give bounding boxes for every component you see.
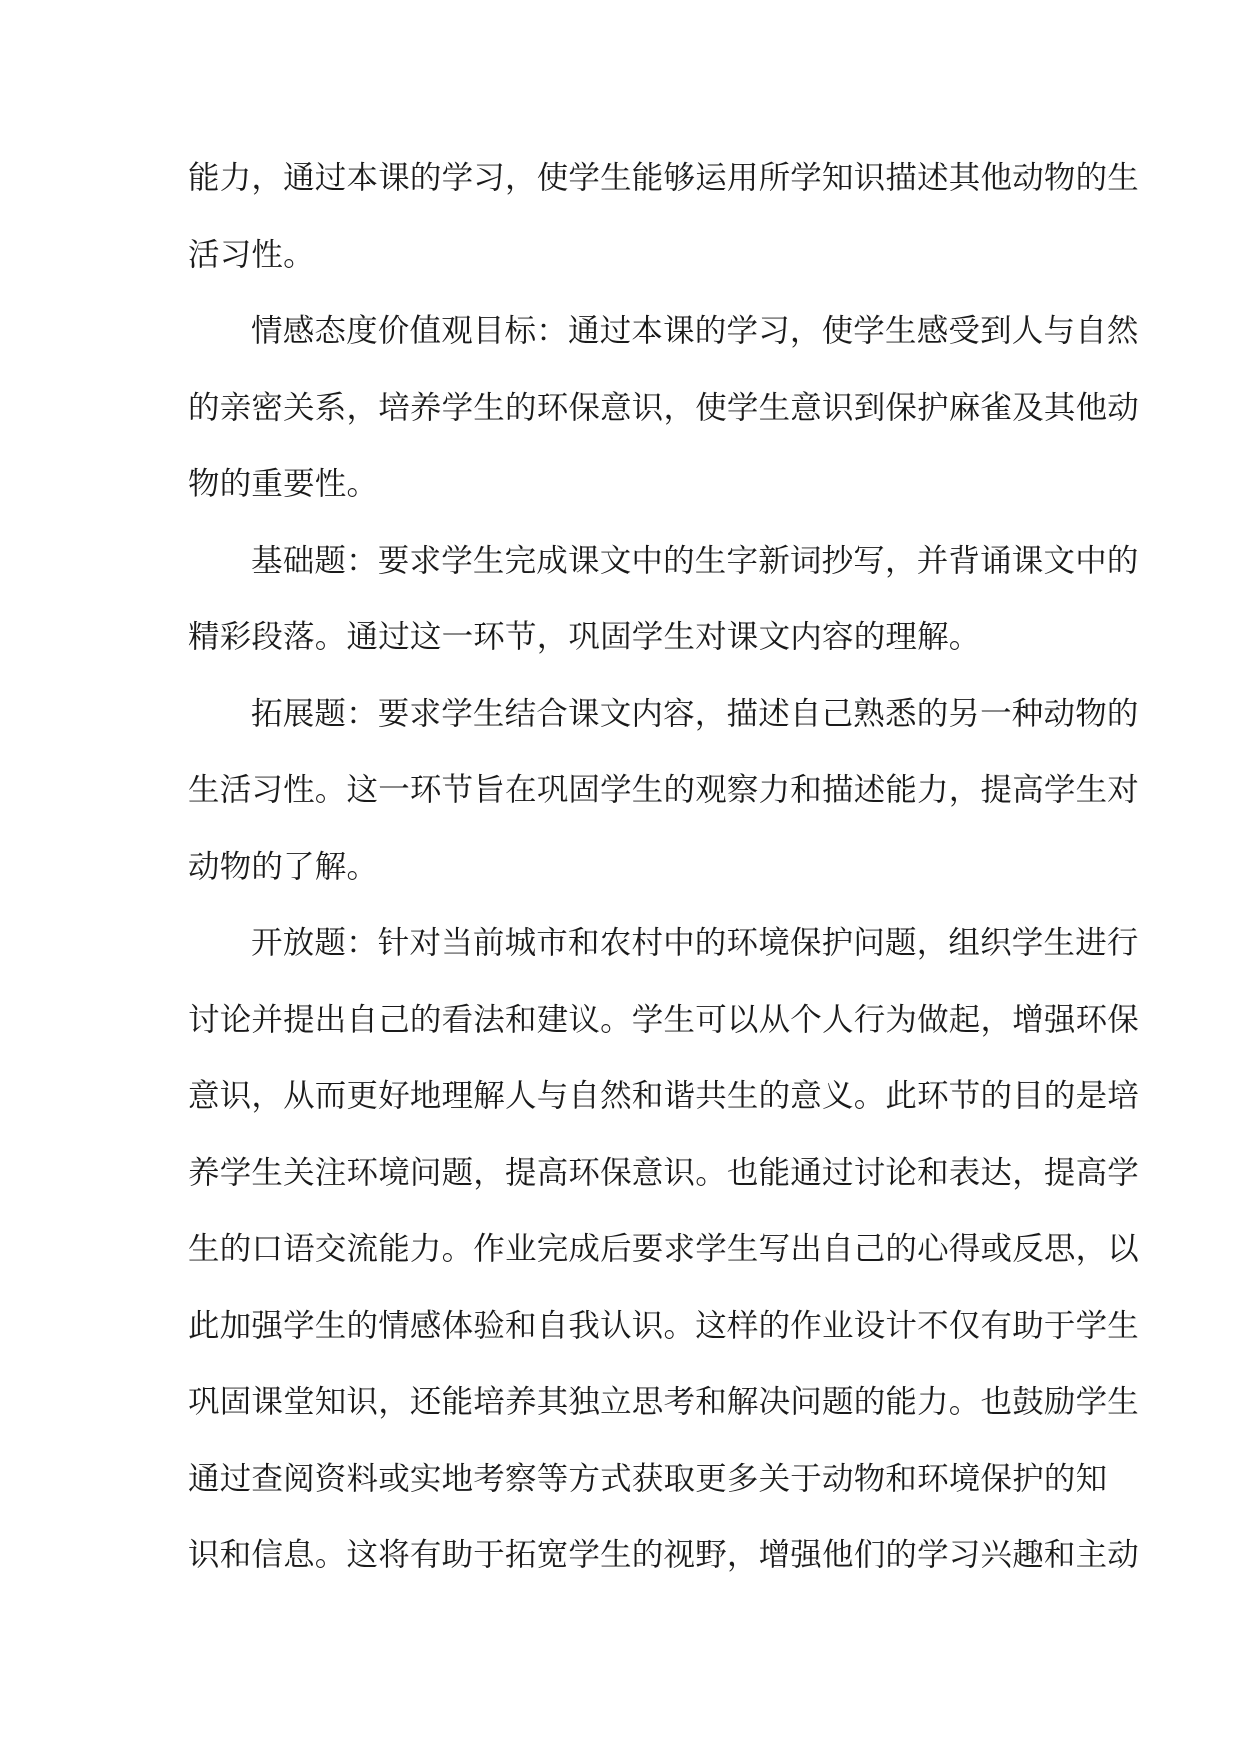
text-line: 识和信息。这将有助于拓宽学生的视野，增强他们的学习兴趣和主动: [188, 1537, 1140, 1573]
body-text: [188, 140, 1140, 1594]
text-line: 基础题：要求学生完成课文中的生字新词抄写，并背诵课文中的: [251, 542, 1139, 579]
text-line: 意识，从而更好地理解人与自然和谐共生的意义。此环节的目的是培: [188, 1078, 1140, 1114]
text-line: 物的重要性。: [188, 466, 379, 502]
paragraph-open-task: [188, 905, 1140, 1594]
text-line: 情感态度价值观目标：通过本课的学习，使学生感受到人与自然: [251, 313, 1139, 349]
text-line: 养学生关注环境问题，提高环保意识。也能通过讨论和表达，提高学: [188, 1154, 1140, 1191]
text-line: 通过查阅资料或实地考察等方式获取更多关于动物和环境保护的知: [188, 1460, 1108, 1497]
text-line: 巩固课堂知识，还能培养其独立思考和解决问题的能力。也鼓励学生: [188, 1384, 1140, 1420]
text-line: 活习性。: [188, 236, 315, 273]
text-line: 生活习性。这一环节旨在巩固学生的观察力和描述能力，提高学生对: [188, 772, 1140, 808]
text-line: 讨论并提出自己的看法和建议。学生可以从个人行为做起，增强环保: [188, 1001, 1140, 1038]
text-line: 精彩段落。通过这一环节，巩固学生对课文内容的理解。: [188, 619, 981, 655]
text-line: 动物的了解。: [188, 848, 379, 885]
text-line: 此加强学生的情感体验和自我认识。这样的作业设计不仅有助于学生: [188, 1307, 1140, 1344]
paragraph-basic-task: [188, 523, 1139, 676]
paragraph-extension-task: [188, 676, 1140, 906]
text-line: 拓展题：要求学生结合课文内容，描述自己熟悉的另一种动物的: [251, 695, 1139, 732]
text-line: 能力，通过本课的学习，使学生能够运用所学知识描述其他动物的生: [188, 160, 1140, 196]
paragraph-emotional-goal: [188, 293, 1140, 523]
text-line: 开放题：针对当前城市和农村中的环境保护问题，组织学生进行: [251, 925, 1139, 961]
paragraph-1-continued: [188, 140, 1140, 293]
text-line: 的亲密关系，培养学生的环保意识，使学生意识到保护麻雀及其他动: [188, 389, 1140, 426]
text-line: 生的口语交流能力。作业完成后要求学生写出自己的心得或反思，以: [188, 1231, 1140, 1267]
